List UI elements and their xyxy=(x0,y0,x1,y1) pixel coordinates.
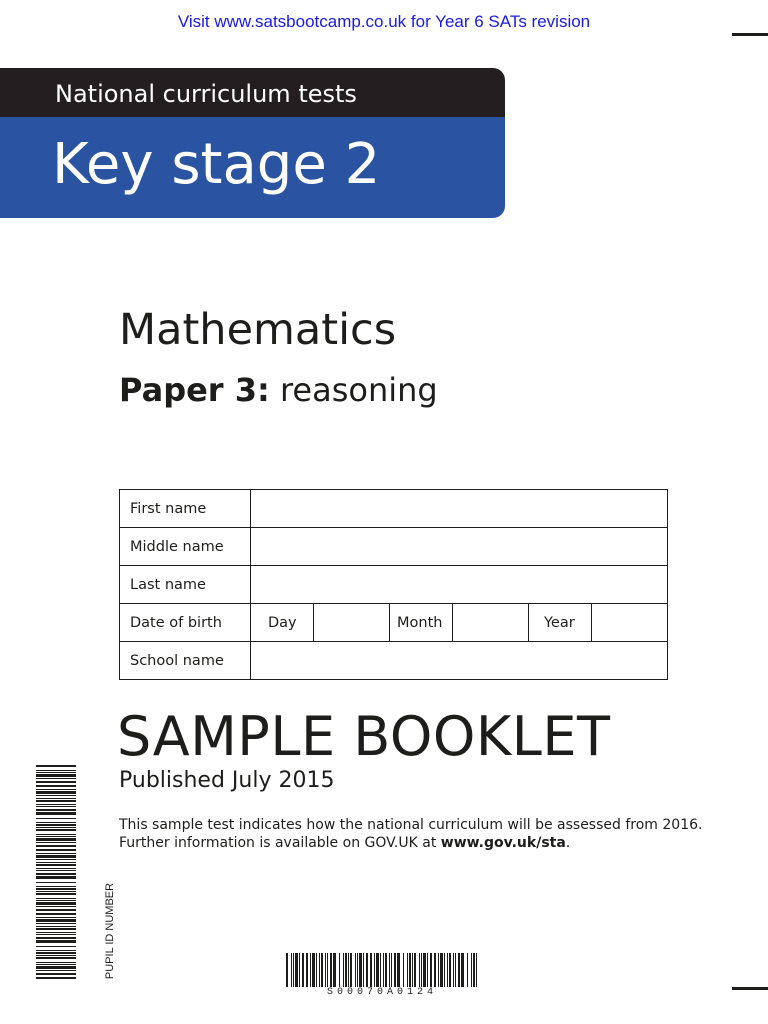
revision-site-link[interactable]: Visit www.satsbootcamp.co.uk for Year 6 SATs revision xyxy=(177,12,591,31)
year-field[interactable] xyxy=(592,604,668,642)
booklet-title: SAMPLE BOOKLET xyxy=(117,705,611,768)
pupil-id-barcode xyxy=(36,765,76,980)
middle-name-label: Middle name xyxy=(120,528,251,566)
last-name-label: Last name xyxy=(120,566,251,604)
middle-name-field[interactable] xyxy=(251,528,668,566)
school-name-field[interactable] xyxy=(251,642,668,680)
header-title: Key stage 2 xyxy=(0,117,505,218)
notice-line-1: This sample test indicates how the national curriculum will be assessed from 2016. xyxy=(119,817,703,833)
subject-title: Mathematics xyxy=(119,305,397,355)
day-label: Day xyxy=(251,604,314,642)
school-name-label: School name xyxy=(120,642,251,680)
notice-line-2-prefix: Further information is available on GOV.UK at xyxy=(119,835,441,851)
month-field[interactable] xyxy=(453,604,529,642)
day-field[interactable] xyxy=(314,604,390,642)
form-row xyxy=(120,528,668,566)
year-label: Year xyxy=(529,604,592,642)
form-row xyxy=(120,604,668,642)
dob-label: Date of birth xyxy=(120,604,251,642)
paper-name: reasoning xyxy=(269,371,438,409)
paper-title xyxy=(119,371,438,409)
form-row xyxy=(120,566,668,604)
notice-line-2 xyxy=(119,834,702,852)
form-row xyxy=(120,490,668,528)
first-name-label: First name xyxy=(120,490,251,528)
month-label: Month xyxy=(390,604,453,642)
notice-text xyxy=(119,816,702,852)
gov-uk-sta-link[interactable]: www.gov.uk/sta xyxy=(440,835,566,851)
pupil-id-label: PUPIL ID NUMBER xyxy=(104,882,116,980)
crop-mark-bottom xyxy=(732,987,768,990)
paper-label: Paper 3: xyxy=(119,371,270,409)
header-subtitle: National curriculum tests xyxy=(0,68,505,117)
first-name-field[interactable] xyxy=(251,490,668,528)
barcode-number: S00070A0124 xyxy=(326,987,437,998)
last-name-field[interactable] xyxy=(251,566,668,604)
form-row xyxy=(120,642,668,680)
crop-mark-top xyxy=(732,33,768,36)
notice-line-2-suffix: . xyxy=(565,835,571,851)
header-block xyxy=(0,68,505,218)
published-date: Published July 2015 xyxy=(119,768,335,793)
booklet-barcode xyxy=(286,953,478,987)
pupil-details-form xyxy=(119,489,668,680)
